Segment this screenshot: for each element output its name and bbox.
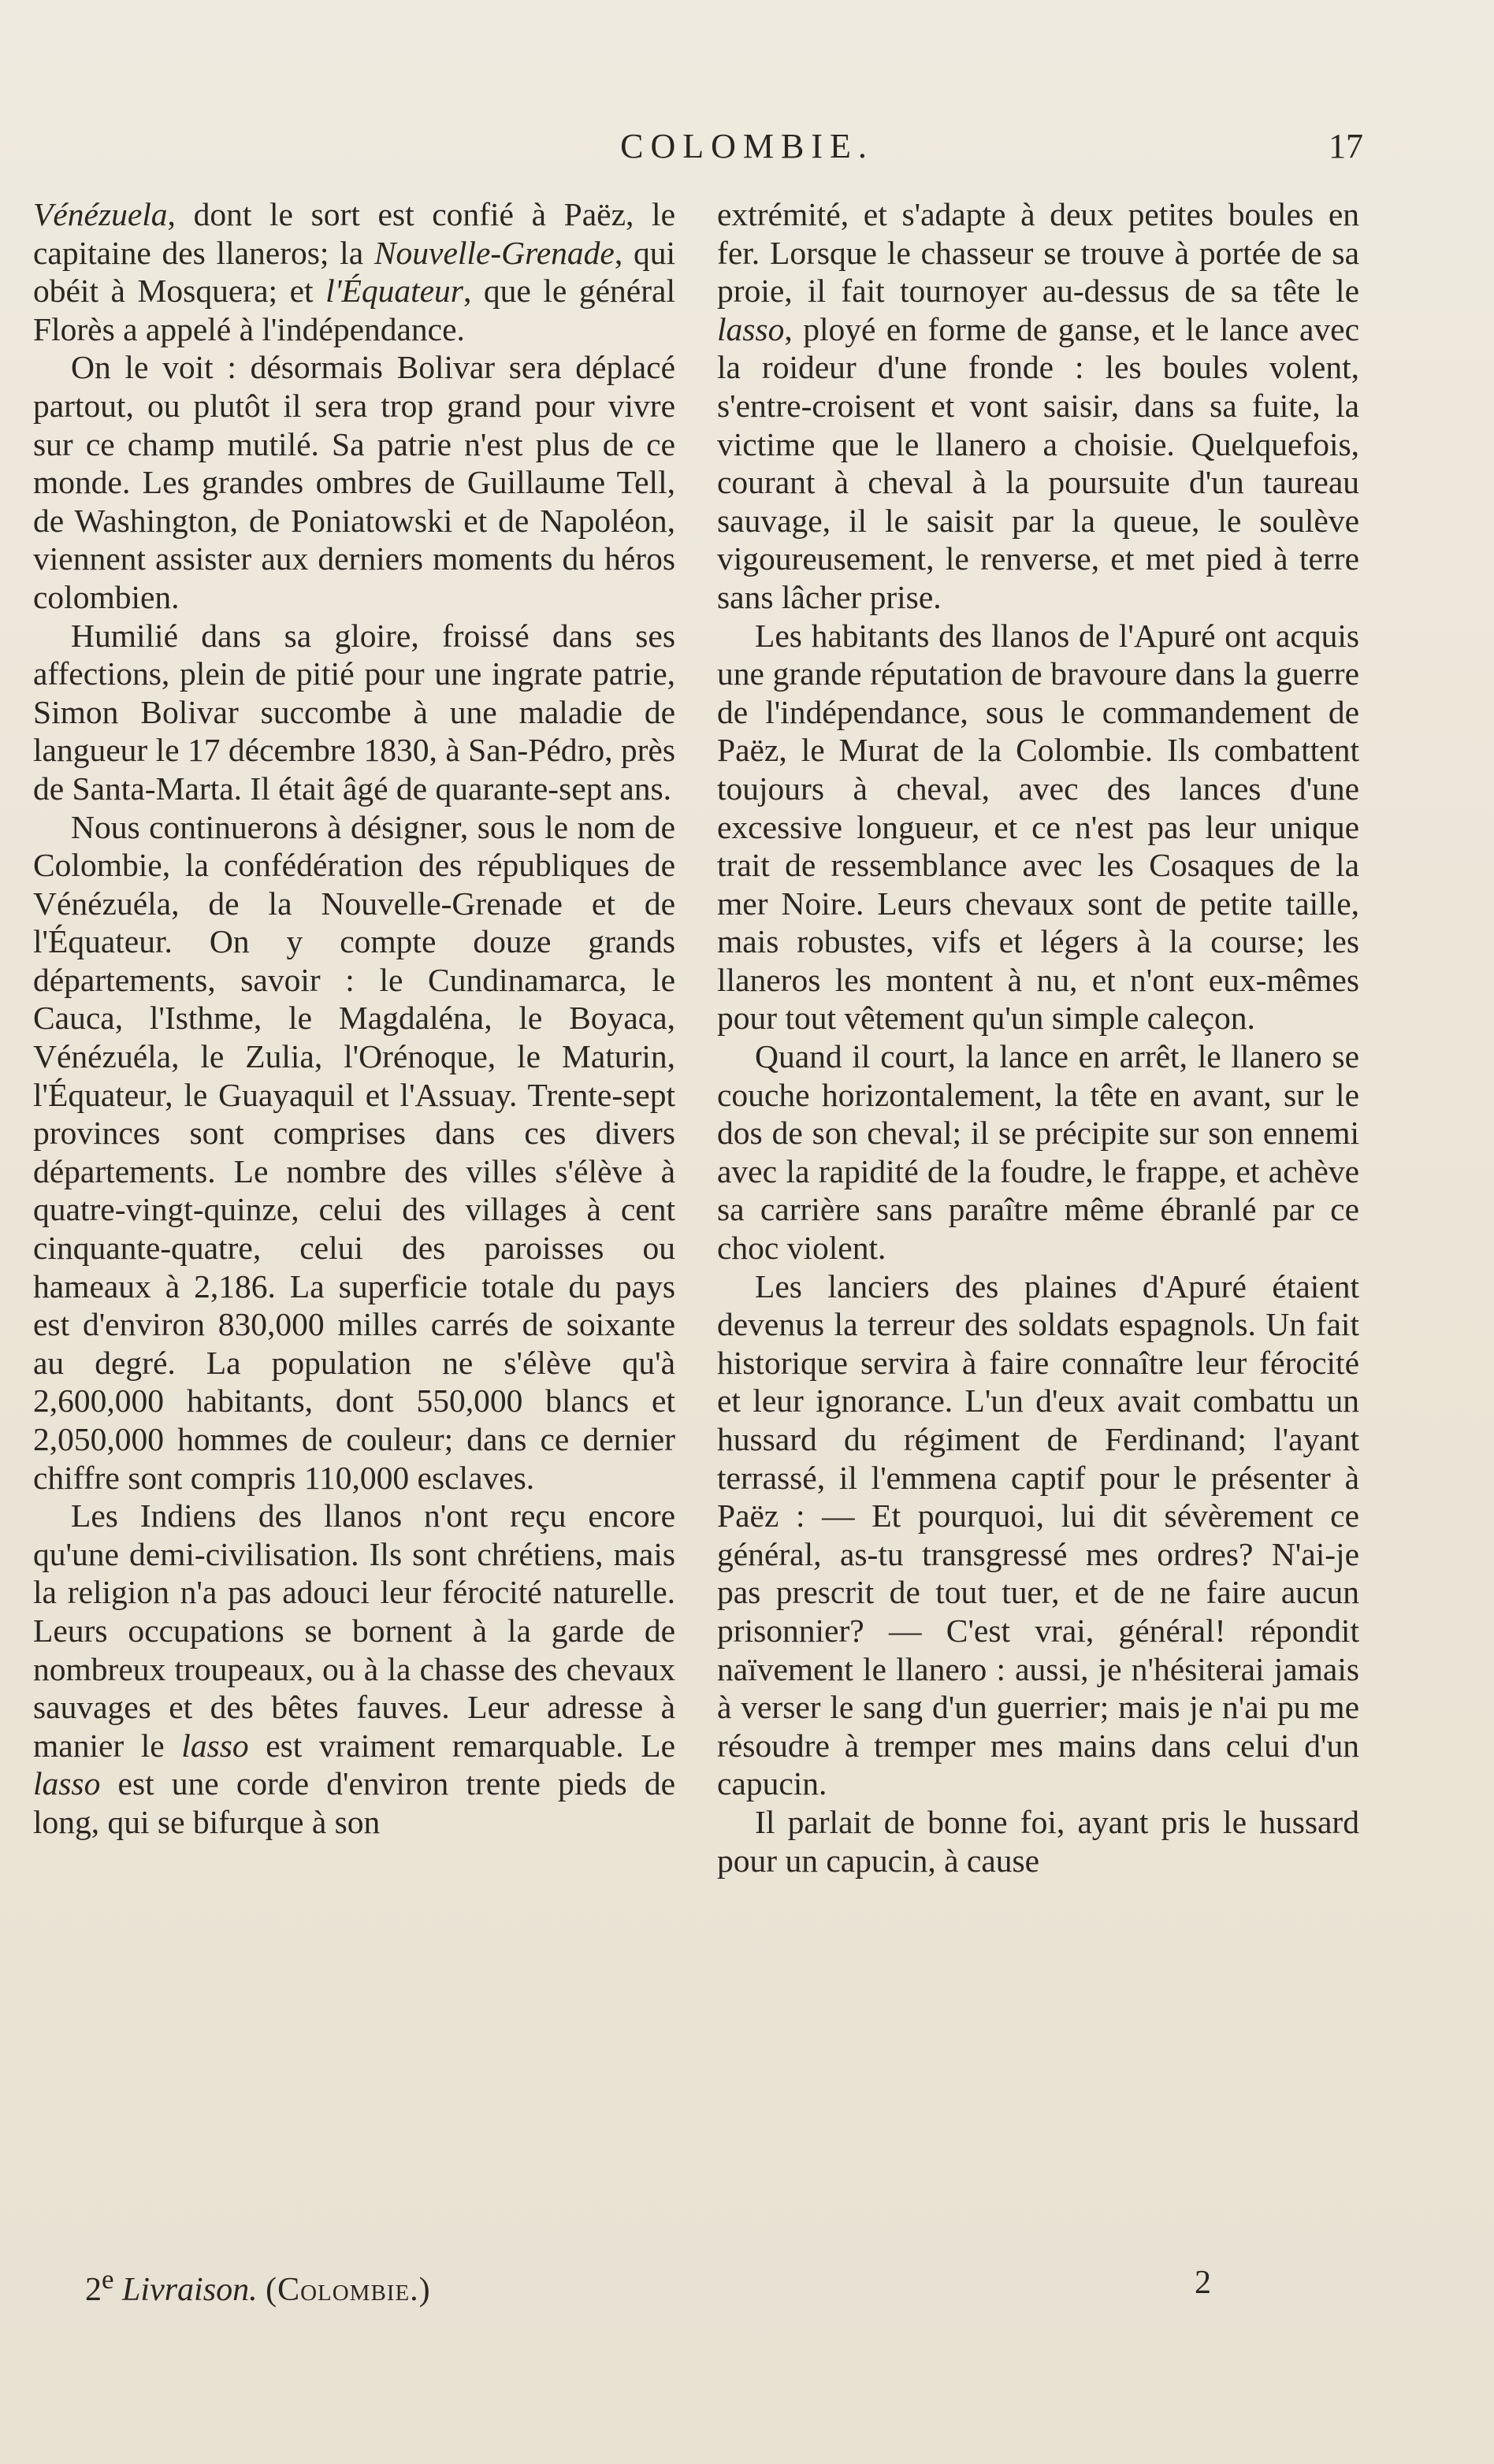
paragraph: Quand il court, la lance en arrêt, le llanero se couche horizontalement, la tête en avant, sur le dos de son cheval; il se précipite sur son ennemi avec la rapidité de la foudre, le frappe, et achève sa carrière sans paraître même ébranlé par ce choc violent.	[717, 1038, 1359, 1267]
paragraph	[717, 195, 1359, 617]
text-run: , que le général Florès a appelé à l'indépendance.	[33, 273, 675, 347]
italic-text: Nouvelle-Grenade	[374, 234, 615, 271]
running-header	[0, 126, 1494, 181]
running-title: COLOMBIE.	[620, 127, 874, 165]
text-run: , ployé en forme de ganse, et le lance avec la roideur d'une fronde : les boules volent, s'entre-croisent et vont saisir, dans sa fuite, la victime que le llanero a choisie. Quelquefois, courant à cheval à la poursuite d'un taureau sauvage, il le saisit par la queue, le soulève vigoureusement, le renverse, et met pied à terre sans lâcher prise.	[717, 310, 1359, 615]
page-footer	[0, 2264, 1494, 2311]
signature-number: 2	[85, 2272, 102, 2308]
paragraph	[33, 195, 675, 348]
text-run: est vraiment remarquable. Le	[248, 1727, 676, 1764]
text-run: Les Indiens des llanos n'ont reçu encore qu'une demi-civilisation. Ils sont chrétiens, mais la religion n'a pas adouci leur férocité naturelle. Leurs occupations se bornent à la garde de nombreux troupeaux, ou à la chasse des chevaux sauvages et des bêtes fauves. Leur adresse à manier le	[33, 1497, 675, 1764]
page-number: 17	[1329, 127, 1363, 165]
signature-word: Livraison.	[122, 2272, 258, 2308]
right-column	[717, 195, 1359, 1880]
signature-superscript: e	[102, 2264, 114, 2295]
signature-title: (Colombie.)	[266, 2272, 431, 2308]
paragraph: Les lanciers des plaines d'Apuré étaient devenus la terreur des soldats espagnols. Un fait historique servira à faire connaître leur férocité et leur ignorance. L'un d'eux avait combattu un hussard du régiment de Ferdinand; l'ayant terrassé, il l'emmena captif pour le présenter à Paëz : — Et pourquoi, lui dit sévèrement ce général, as-tu transgressé mes ordres? N'ai-je pas prescrit de tout tuer, et de ne faire aucun prisonnier? — C'est vrai, général! répondit naïvement le llanero : aussi, je n'hésiterai jamais à verser le sang d'un guerrier; mais je n'ai pu me résoudre à tremper mes mains dans celui d'un capucin.	[717, 1267, 1359, 1802]
text-run: , qui obéit à Mosquera; et	[33, 234, 675, 310]
italic-text: Vénézuela	[33, 196, 168, 232]
text-run: extrémité, et s'adapte à deux petites boules en fer. Lorsque le chasseur se trouve à portée de sa proie, il fait tournoyer au-dessus de sa tête le	[717, 196, 1359, 310]
paragraph: Les habitants des llanos de l'Apuré ont acquis une grande réputation de bravoure dans la guerre de l'indépendance, sous le commandement de Paëz, le Murat de la Colombie. Ils combattent toujours à cheval, avec des lances d'une excessive longueur, et ce n'est pas leur unique trait de ressemblance avec les Cosaques de la mer Noire. Leurs chevaux sont de petite taille, mais robustes, vifs et légers à la course; les llaneros les montent à nu, et n'ont eux-mêmes pour tout vêtement qu'un simple caleçon.	[717, 617, 1359, 1037]
italic-text: lasso	[33, 1765, 101, 1802]
text-run: , dont le sort est confié à Paëz, le capitaine des llaneros; la	[33, 196, 675, 271]
paragraph	[33, 1497, 675, 1841]
italic-text: lasso	[181, 1727, 249, 1764]
italic-text: lasso	[717, 310, 785, 347]
paragraph: Il parlait de bonne foi, ayant pris le hussard pour un capucin, à cause	[717, 1803, 1359, 1879]
sheet-number: 2	[1195, 2265, 1211, 2301]
text-run: est une corde d'environ trente pieds de long, qui se bifurque à son	[33, 1765, 675, 1840]
paragraph: On le voit : désormais Bolivar sera déplacé partout, ou plutôt il sera trop grand pour vivre sur ce champ mutilé. Sa patrie n'est plus de ce monde. Les grandes ombres de Guillaume Tell, de Washington, de Poniatowski et de Napoléon, viennent assister aux derniers moments du héros colombien.	[33, 349, 675, 615]
paragraph: Humilié dans sa gloire, froissé dans ses affections, plein de pitié pour une ingrate patrie, Simon Bolivar succombe à une maladie de langueur le 17 décembre 1830, à San-Pédro, près de Santa-Marta. Il était âgé de quarante-sept ans.	[33, 617, 675, 807]
paragraph: Nous continuerons à désigner, sous le nom de Colombie, la confédération des républiques de Vénézuéla, de la Nouvelle-Grenade et de l'Équateur. On y compte douze grands départements, savoir : le Cundinamarca, le Cauca, l'Isthme, le Magdaléna, le Boyaca, Vénézuéla, le Zulia, l'Orénoque, le Maturin, l'Équateur, le Guayaquil et l'Assuay. Trente-sept provinces sont comprises dans ces divers départements. Le nombre des villes s'élève à quatre-vingt-quinze, celui des villages à cent cinquante-quatre, celui des paroisses ou hameaux à 2,186. La superficie totale du pays est d'environ 830,000 milles carrés de soixante au degré. La population ne s'élève qu'à 2,600,000 habitants, dont 550,000 blancs et 2,050,000 hommes de couleur; dans ce dernier chiffre sont compris 110,000 esclaves.	[33, 808, 675, 1496]
left-column	[33, 195, 675, 1842]
signature-mark	[85, 2264, 431, 2309]
italic-text: l'Équateur	[325, 273, 463, 310]
